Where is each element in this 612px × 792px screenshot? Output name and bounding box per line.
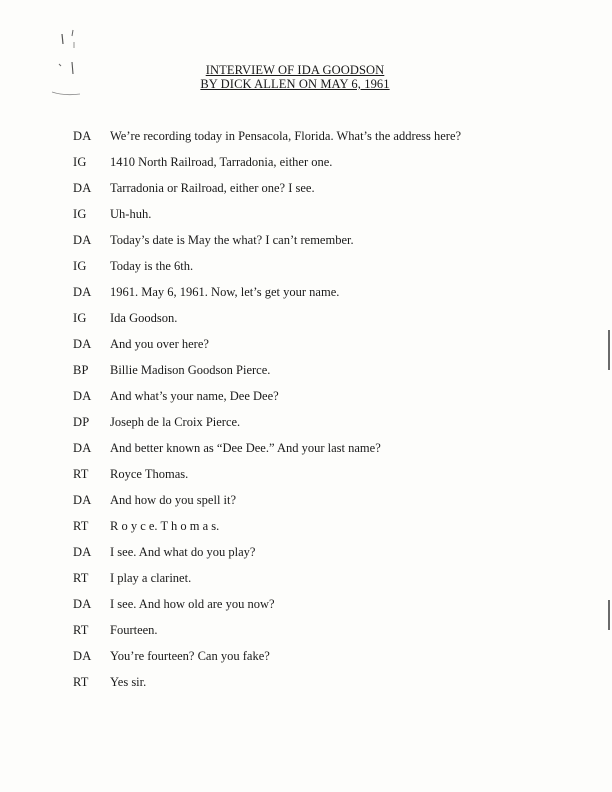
- speaker-initials: DA: [73, 493, 92, 507]
- utterance-text: Fourteen.: [110, 623, 158, 637]
- speaker-initials: IG: [73, 259, 87, 273]
- transcript-row: [0, 180, 612, 200]
- transcript-row: [0, 388, 612, 408]
- utterance-text: And what’s your name, Dee Dee?: [110, 389, 279, 403]
- transcript-row: [0, 258, 612, 278]
- utterance-text: And how do you spell it?: [110, 493, 237, 507]
- document-title: [150, 63, 440, 91]
- speaker-initials: DA: [73, 181, 92, 195]
- transcript-row: [0, 336, 612, 356]
- speaker-initials: DA: [73, 233, 92, 247]
- transcript-row: [0, 154, 612, 174]
- transcript-row: [0, 596, 612, 616]
- speaker-initials: DA: [73, 389, 92, 403]
- utterance-text: 1961. May 6, 1961. Now, let’s get your name.: [110, 285, 340, 299]
- scan-artifact-marks: [44, 22, 94, 102]
- speaker-initials: RT: [73, 623, 89, 637]
- transcript-row: [0, 466, 612, 486]
- transcript-row: [0, 440, 612, 460]
- transcript-row: [0, 414, 612, 434]
- transcript-row: [0, 648, 612, 668]
- speaker-initials: RT: [73, 519, 89, 533]
- scan-edge-mark: [608, 600, 610, 630]
- utterance-text: Uh-huh.: [110, 207, 152, 221]
- utterance-text: You’re fourteen? Can you fake?: [110, 649, 270, 663]
- speaker-initials: DA: [73, 441, 92, 455]
- utterance-text: Royce Thomas.: [110, 467, 189, 481]
- utterance-text: R o y c e. T h o m a s.: [110, 519, 220, 533]
- utterance-text: Billie Madison Goodson Pierce.: [110, 363, 271, 377]
- speaker-initials: IG: [73, 311, 87, 325]
- transcript-row: [0, 206, 612, 226]
- utterance-text: And better known as “Dee Dee.” And your last name?: [110, 441, 381, 455]
- utterance-text: 1410 North Railroad, Tarradonia, either one.: [110, 155, 333, 169]
- speaker-initials: RT: [73, 467, 89, 481]
- utterance-text: Ida Goodson.: [110, 311, 178, 325]
- speaker-initials: DA: [73, 337, 92, 351]
- transcript-row: [0, 232, 612, 252]
- speaker-initials: DA: [73, 597, 92, 611]
- utterance-text: Today’s date is May the what? I can’t remember.: [110, 233, 354, 247]
- speaker-initials: DA: [73, 545, 92, 559]
- speaker-initials: DA: [73, 285, 92, 299]
- transcript-row: [0, 622, 612, 642]
- speaker-initials: DA: [73, 649, 92, 663]
- transcript-row: [0, 570, 612, 590]
- transcript-row: [0, 544, 612, 564]
- speaker-initials: DP: [73, 415, 90, 429]
- transcript-row: [0, 128, 612, 148]
- utterance-text: Today is the 6th.: [110, 259, 194, 273]
- speaker-initials: RT: [73, 675, 89, 689]
- scan-edge-mark: [608, 330, 610, 370]
- title-line-2: BY DICK ALLEN ON MAY 6, 1961: [200, 77, 390, 91]
- utterance-text: And you over here?: [110, 337, 209, 351]
- title-line-1: INTERVIEW OF IDA GOODSON: [205, 63, 385, 77]
- utterance-text: Tarradonia or Railroad, either one? I see.: [110, 181, 315, 195]
- transcript-row: [0, 492, 612, 512]
- transcript-row: [0, 362, 612, 382]
- utterance-text: I see. And how old are you now?: [110, 597, 275, 611]
- utterance-text: I play a clarinet.: [110, 571, 192, 585]
- utterance-text: Joseph de la Croix Pierce.: [110, 415, 241, 429]
- speaker-initials: IG: [73, 155, 87, 169]
- utterance-text: I see. And what do you play?: [110, 545, 256, 559]
- transcript-row: [0, 518, 612, 538]
- speaker-initials: BP: [73, 363, 89, 377]
- transcript-row: [0, 674, 612, 694]
- utterance-text: Yes sir.: [110, 675, 147, 689]
- transcript-row: [0, 310, 612, 330]
- utterance-text: We’re recording today in Pensacola, Florida. What’s the address here?: [110, 129, 462, 143]
- transcript-row: [0, 284, 612, 304]
- speaker-initials: IG: [73, 207, 87, 221]
- speaker-initials: RT: [73, 571, 89, 585]
- speaker-initials: DA: [73, 129, 92, 143]
